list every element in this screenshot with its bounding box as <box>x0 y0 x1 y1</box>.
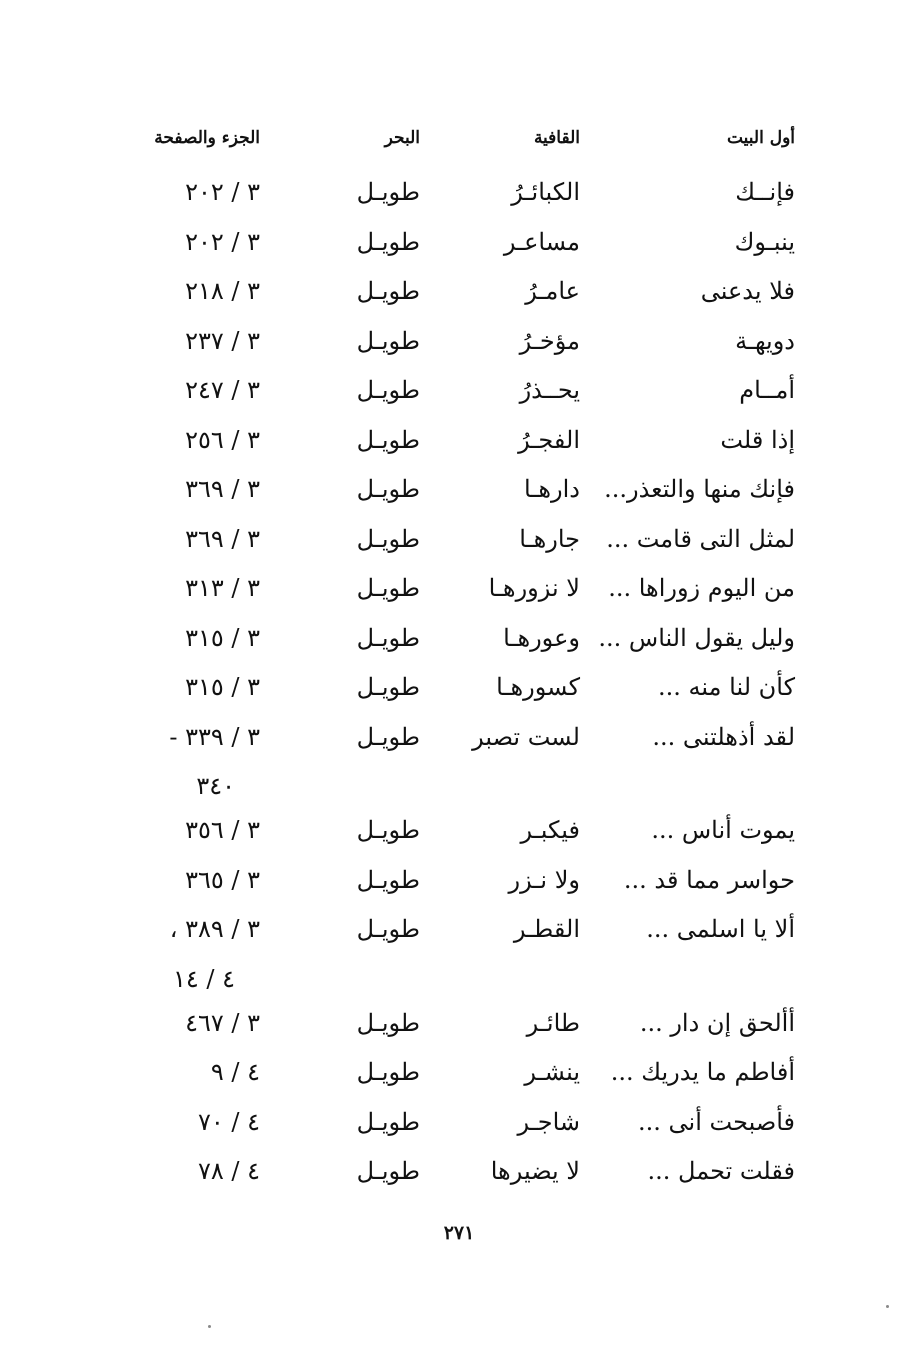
meter-cell: طويـل <box>356 865 420 894</box>
volume-page-cell: ٤ / ٧٨ <box>197 1157 260 1185</box>
rhyme-cell: كسورهـا <box>496 673 580 701</box>
meter-cell: طويـل <box>356 1058 420 1086</box>
first-line-cell: لقد أذهلتنى ... <box>652 722 795 751</box>
rhyme-cell: لا يضيرها <box>490 1157 580 1185</box>
volume-page-cell: ٣ / ٣٣٩ - <box>169 722 260 751</box>
meter-cell: طويـل <box>356 376 420 404</box>
first-line-cell: أمــام <box>739 376 795 404</box>
volume-page-cell: ٣ / ٣١٥ <box>185 673 260 701</box>
table-row <box>140 1001 805 1051</box>
meter-cell: طويـل <box>356 178 420 206</box>
volume-page-cell: ٣ / ٢٤٧ <box>185 376 260 404</box>
first-line-cell: أألحق إن دار ... <box>639 1008 795 1037</box>
first-line-cell: ألا يا اسلمى ... <box>646 915 795 943</box>
first-line-cell: من اليوم زوراها ... <box>608 574 795 602</box>
volume-page-cell: ٣ / ٢١٨ <box>185 277 260 305</box>
table-row <box>140 665 805 715</box>
volume-page-cell: ٣ / ٣١٣ <box>185 574 260 602</box>
rhyme-cell: وعورهـا <box>503 623 580 652</box>
volume-page-continuation: ٣٤٠ <box>196 772 235 800</box>
meter-cell: طويـل <box>356 425 420 454</box>
header-volume-page: الجزء والصفحة <box>154 128 260 148</box>
rhyme-cell: مؤخـرُ <box>519 326 580 355</box>
meter-cell: طويـل <box>356 1008 420 1037</box>
rhyme-cell: القطـر <box>513 915 580 943</box>
rhyme-cell: مساعـر <box>503 227 580 256</box>
volume-page-cell: ٣ / ٣٦٥ <box>185 865 260 894</box>
table-row <box>140 220 805 270</box>
volume-page-cell: ٣ / ٢٠٢ <box>185 227 260 256</box>
header-rhyme: القافية <box>533 128 580 148</box>
table-row <box>140 566 805 616</box>
page-number: ٢٧١ <box>443 1222 475 1244</box>
table-row-continuation <box>140 764 805 808</box>
volume-page-cell: ٣ / ٣١٥ <box>185 623 260 652</box>
first-line-cell: حواسر مما قد ... <box>623 865 795 894</box>
verse-index-table <box>140 118 805 1199</box>
volume-page-cell: ٣ / ٣٦٩ <box>185 524 260 553</box>
table-row <box>140 170 805 220</box>
volume-page-cell: ٣ / ٢٥٦ <box>185 425 260 454</box>
first-line-cell: فلا يدعنى <box>700 277 795 305</box>
volume-page-cell: ٣ / ٤٦٧ <box>185 1008 260 1037</box>
table-row <box>140 467 805 517</box>
volume-page-cell: ٤ / ٩ <box>210 1058 260 1086</box>
meter-cell: طويـل <box>356 816 420 844</box>
table-row <box>140 808 805 858</box>
table-row <box>140 418 805 468</box>
table-row-continuation <box>140 957 805 1001</box>
rhyme-cell: دارهـا <box>524 475 580 503</box>
volume-page-cell: ٤ / ٧٠ <box>197 1107 260 1136</box>
meter-cell: طويـل <box>356 915 420 943</box>
rhyme-cell: جارهـا <box>519 524 580 553</box>
meter-cell: طويـل <box>356 475 420 503</box>
table-row <box>140 368 805 418</box>
volume-page-cell: ٣ / ٣٥٦ <box>185 816 260 844</box>
volume-page-cell: ٣ / ٢٣٧ <box>185 326 260 355</box>
meter-cell: طويـل <box>356 623 420 652</box>
rhyme-cell: يحــذرُ <box>519 376 580 404</box>
first-line-cell: وليل يقول الناس ... <box>598 623 795 652</box>
rhyme-cell: لست تصبر <box>472 722 580 751</box>
rhyme-cell: ينشـر <box>524 1058 580 1086</box>
scan-speck <box>208 1325 211 1328</box>
meter-cell: طويـل <box>356 326 420 355</box>
table-row <box>140 517 805 567</box>
table-row <box>140 858 805 908</box>
meter-cell: طويـل <box>356 574 420 602</box>
first-line-cell: فقلت تحمل ... <box>647 1157 795 1185</box>
meter-cell: طويـل <box>356 673 420 701</box>
table-row <box>140 616 805 666</box>
volume-page-cell: ٣ / ٣٨٩ ، <box>169 915 260 943</box>
table-row <box>140 907 805 957</box>
header-first-line: أول البيت <box>726 128 795 148</box>
table-row <box>140 269 805 319</box>
volume-page-cell: ٣ / ٣٦٩ <box>185 475 260 503</box>
first-line-cell: أفاطم ما يدريك ... <box>610 1058 795 1086</box>
first-line-cell: لمثل التى قامت ... <box>606 524 795 553</box>
first-line-cell: يموت أناس ... <box>651 816 795 844</box>
first-line-cell: كأن لنا منه ... <box>658 673 795 701</box>
volume-page-cell: ٣ / ٢٠٢ <box>185 178 260 206</box>
table-row <box>140 1050 805 1100</box>
first-line-cell: ينبـوك <box>734 227 795 256</box>
rhyme-cell: لا نزورهـا <box>488 574 580 602</box>
first-line-cell: إذا قلت <box>720 425 795 454</box>
first-line-cell: دويهـة <box>735 326 795 355</box>
rhyme-cell: عامـرُ <box>525 277 580 305</box>
volume-page-continuation: ٤ / ١٤ <box>172 964 235 993</box>
first-line-cell: فأصبحت أنى ... <box>638 1107 795 1136</box>
header-meter: البحر <box>384 128 420 148</box>
rhyme-cell: فيكبـر <box>520 816 580 844</box>
table-row <box>140 1149 805 1199</box>
meter-cell: طويـل <box>356 1157 420 1185</box>
meter-cell: طويـل <box>356 722 420 751</box>
rhyme-cell: الفجـرُ <box>518 425 580 454</box>
rhyme-cell: شاجـر <box>517 1107 580 1136</box>
table-row <box>140 715 805 765</box>
meter-cell: طويـل <box>356 1107 420 1136</box>
rhyme-cell: الكبائـرُ <box>511 178 580 206</box>
table-header <box>140 118 805 170</box>
table-row <box>140 1100 805 1150</box>
first-line-cell: فإنك منها والتعذر... <box>604 475 795 503</box>
scan-speck <box>886 1305 889 1308</box>
rhyme-cell: طائـر <box>526 1008 580 1037</box>
meter-cell: طويـل <box>356 227 420 256</box>
meter-cell: طويـل <box>356 277 420 305</box>
rhyme-cell: ولا نـزر <box>508 865 580 894</box>
first-line-cell: فإنــك <box>735 178 795 206</box>
meter-cell: طويـل <box>356 524 420 553</box>
table-row <box>140 319 805 369</box>
